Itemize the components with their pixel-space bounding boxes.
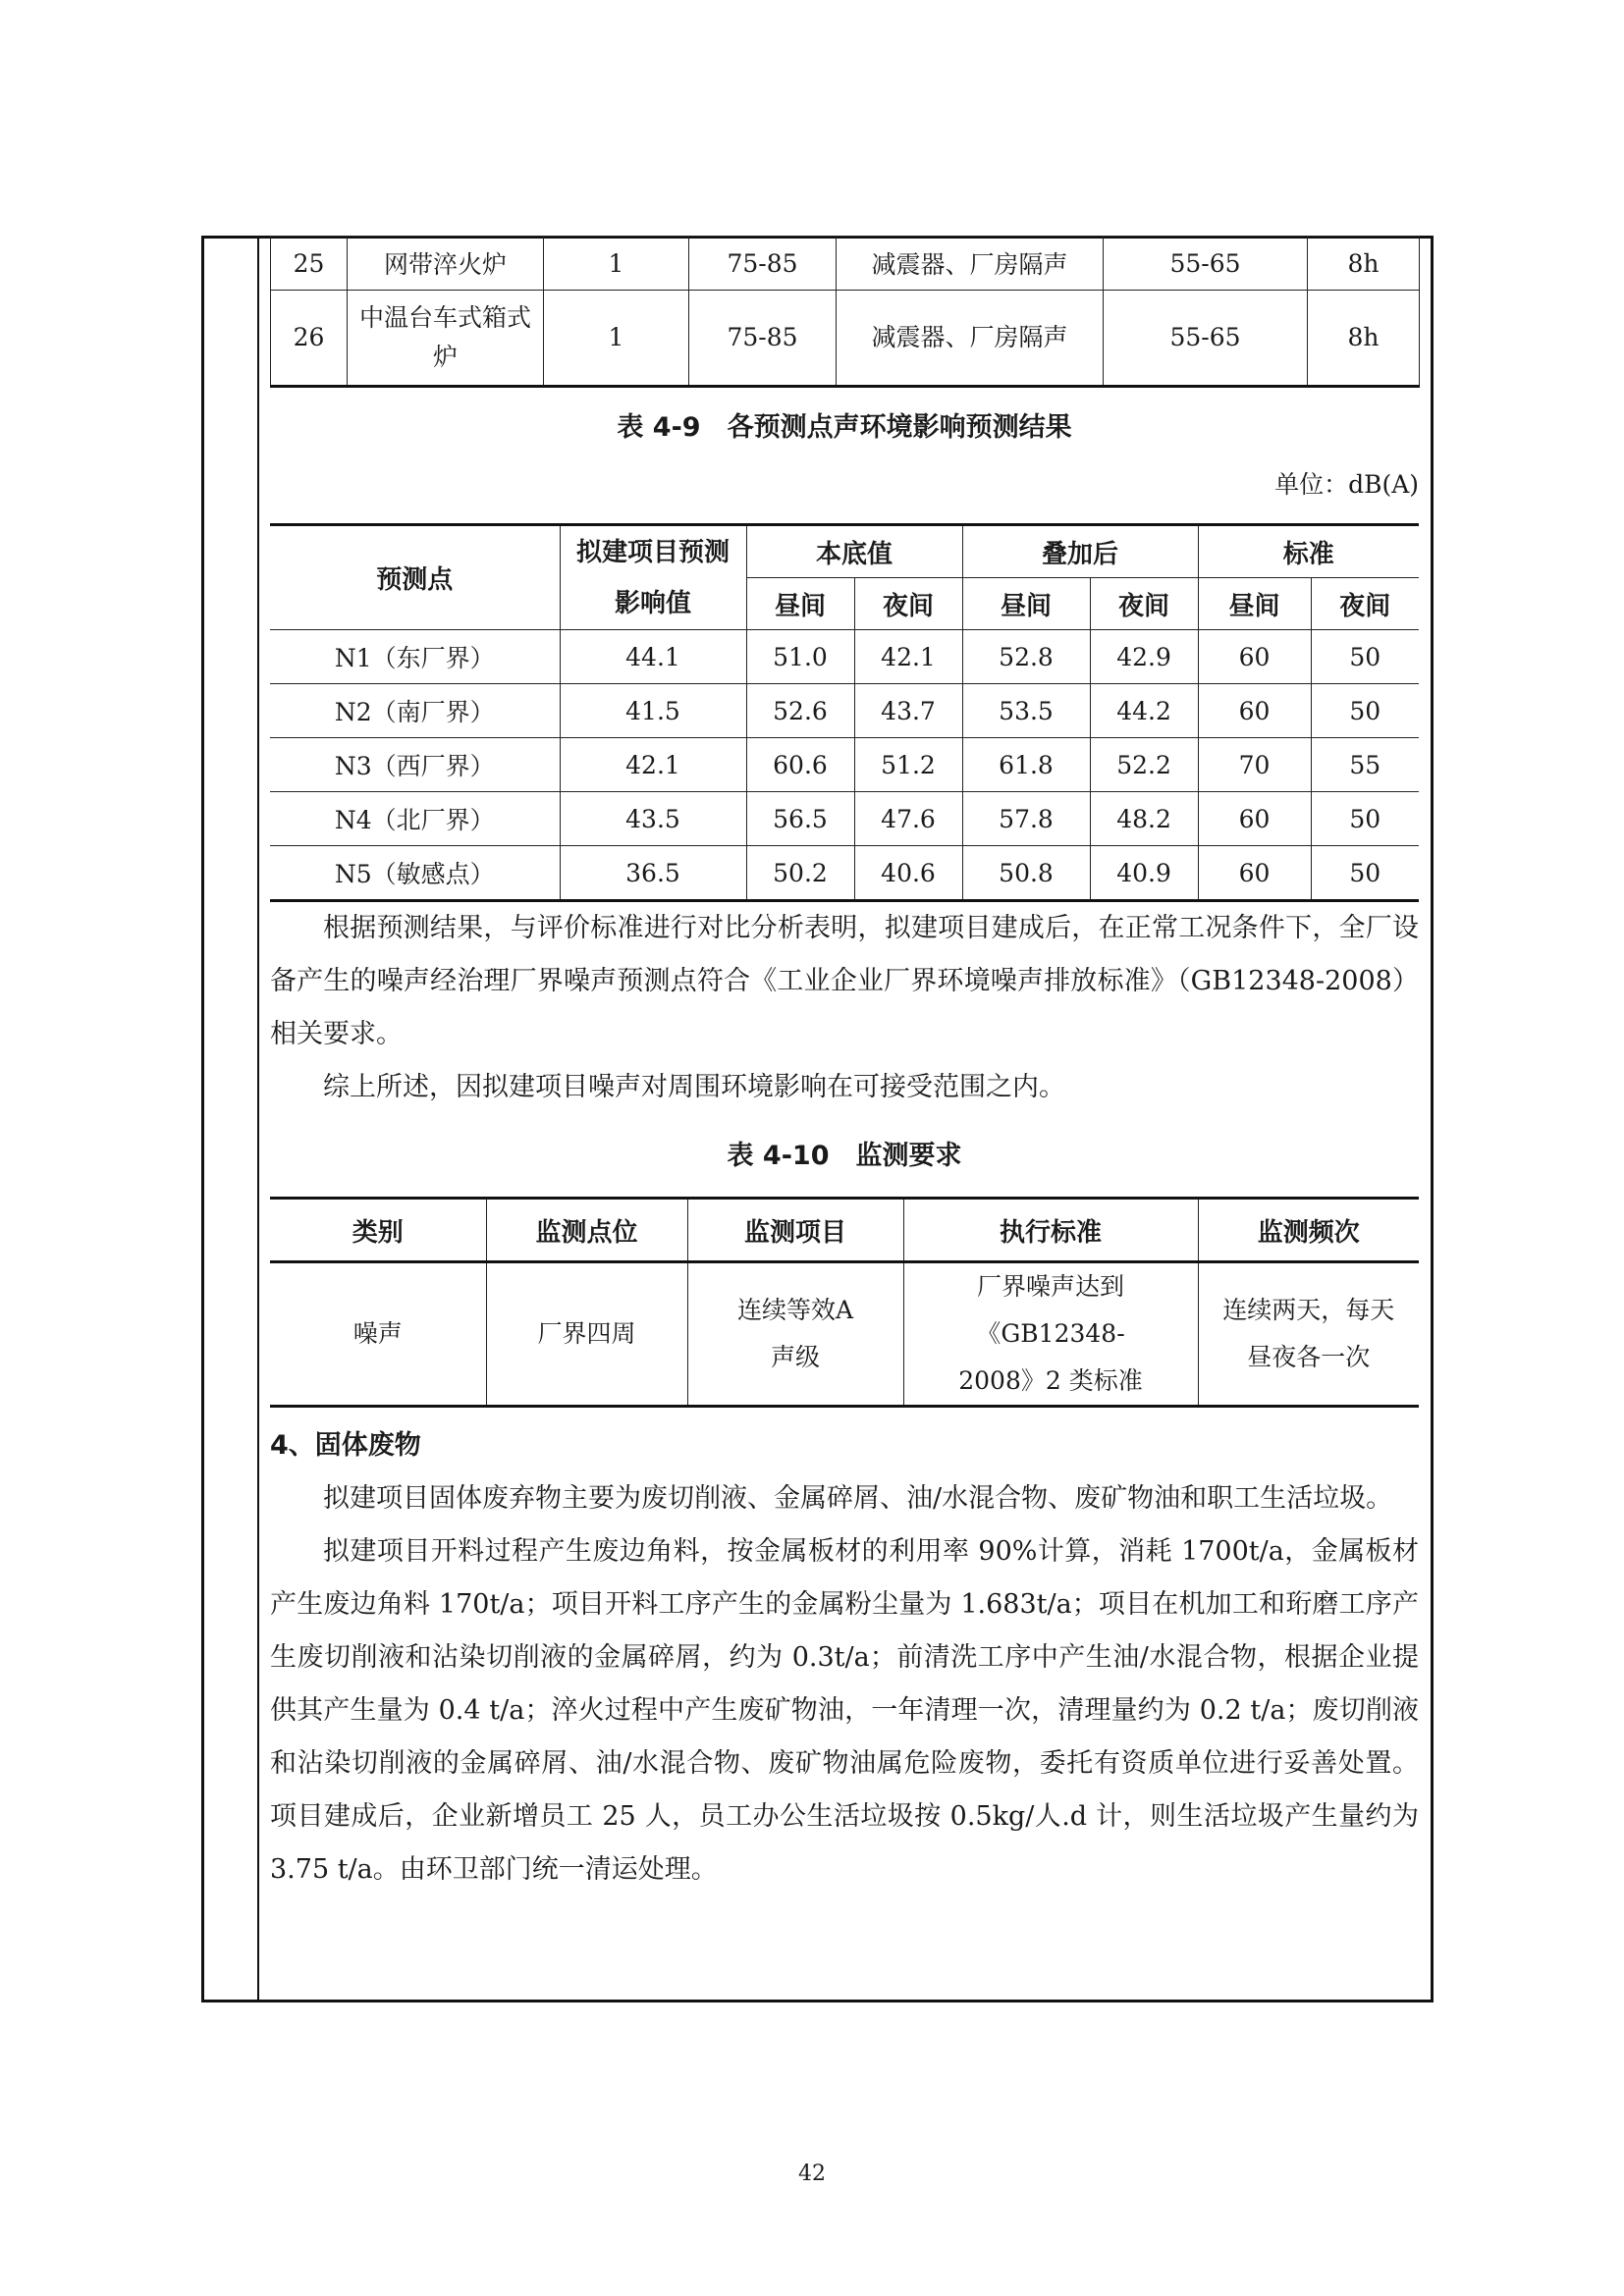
sum-night: 52.2 [1090,738,1198,792]
page-number: 42 [798,2162,826,2186]
header-superposed: 叠加后 [962,525,1198,578]
header-night: 夜间 [1090,578,1198,630]
header-item: 监测项目 [687,1199,903,1262]
table-4-9-caption: 表 4-9 各预测点声环境影响预测结果 [617,412,1072,443]
std-night: 55 [1311,738,1419,792]
summary-paragraph: 综上所述，因拟建项目噪声对周围环境影响在可接受范围之内。 [323,1072,1065,1102]
header-night: 夜间 [1311,578,1419,630]
header-day: 昼间 [962,578,1090,630]
point-name: N4（北厂界） [270,792,560,846]
item-cell: 连续等效A 声级 [687,1262,903,1407]
std-day: 60 [1198,684,1311,738]
solid-waste-intro-paragraph: 拟建项目固体废弃物主要为废切削液、金属碎屑、油/水混合物、废矿物油和职工生活垃圾。 [323,1483,1393,1514]
bg-night: 47.6 [854,792,962,846]
noise-after: 55-65 [1104,291,1308,387]
equipment-qty: 1 [544,291,689,387]
sum-day: 61.8 [962,738,1090,792]
bg-day: 51.0 [746,630,854,684]
operating-time: 8h [1308,237,1420,291]
impact-value: 41.5 [560,684,746,738]
table-row [270,684,1419,738]
std-day: 60 [1198,846,1311,901]
sum-day: 52.8 [962,630,1090,684]
table-row [270,630,1419,684]
header-row [270,1199,1419,1262]
table-4-9-unit: 单位：dB(A) [1274,470,1419,499]
noise-level: 75-85 [689,237,837,291]
impact-value: 44.1 [560,630,746,684]
header-frequency: 监测频次 [1198,1199,1419,1262]
page-content [270,236,1419,1896]
sum-night: 44.2 [1090,684,1198,738]
header-category: 类别 [270,1199,486,1262]
std-day: 70 [1198,738,1311,792]
impact-value: 36.5 [560,846,746,901]
bg-night: 42.1 [854,630,962,684]
std-night: 50 [1311,630,1419,684]
operating-time: 8h [1308,291,1420,387]
frame-inner-line [257,236,259,2002]
bg-night: 40.6 [854,846,962,901]
std-day: 60 [1198,792,1311,846]
point-name: N5（敏感点） [270,846,560,901]
header-point: 预测点 [270,525,560,630]
table-row [270,1262,1419,1407]
header-standard: 执行标准 [903,1199,1198,1262]
impact-value: 42.1 [560,738,746,792]
mitigation-measure: 减震器、厂房隔声 [837,237,1104,291]
header-night: 夜间 [854,578,962,630]
table-row [270,738,1419,792]
section-heading: 4、固体废物 [270,1430,421,1461]
noise-level: 75-85 [689,291,837,387]
equipment-qty: 1 [544,237,689,291]
table-row [270,846,1419,901]
std-night: 50 [1311,792,1419,846]
header-day: 昼间 [1198,578,1311,630]
header-row [270,525,1419,578]
equipment-table [270,236,1420,388]
equipment-name: 网带淬火炉 [348,237,544,291]
sum-day: 50.8 [962,846,1090,901]
std-night: 50 [1311,684,1419,738]
std-night: 50 [1311,846,1419,901]
point-name: N3（西厂界） [270,738,560,792]
bg-night: 51.2 [854,738,962,792]
location-cell: 厂界四周 [486,1262,687,1407]
noise-after: 55-65 [1104,237,1308,291]
bg-night: 43.7 [854,684,962,738]
point-name: N2（南厂界） [270,684,560,738]
table-4-10-caption: 表 4-10 监测要求 [727,1141,962,1171]
frequency-cell: 连续两天，每天昼夜各一次 [1198,1262,1419,1407]
bg-day: 50.2 [746,846,854,901]
row-number: 25 [271,237,348,291]
sum-night: 42.9 [1090,630,1198,684]
bg-day: 56.5 [746,792,854,846]
prediction-conclusion-paragraph: 根据预测结果，与评价标准进行对比分析表明，拟建项目建成后，在正常工况条件下，全厂设备产生的噪声经治理厂界噪声预测点符合《工业企业厂界环境噪声排放标准》（GB12348-2008）相关要求。 [270,913,1419,1049]
table-4-10 [270,1197,1419,1408]
sum-day: 53.5 [962,684,1090,738]
standard-cell: 厂界噪声达到《GB12348-2008》2 类标准 [903,1262,1198,1407]
table-row [270,792,1419,846]
header-background: 本底值 [746,525,962,578]
impact-value: 43.5 [560,792,746,846]
mitigation-measure: 减震器、厂房隔声 [837,291,1104,387]
sum-day: 57.8 [962,792,1090,846]
bg-day: 60.6 [746,738,854,792]
header-impact: 拟建项目预测影响值 [560,525,746,630]
header-standard: 标准 [1198,525,1419,578]
sum-night: 40.9 [1090,846,1198,901]
header-location: 监测点位 [486,1199,687,1262]
table-row [271,291,1420,387]
table-row [271,237,1420,291]
point-name: N1（东厂界） [270,630,560,684]
solid-waste-detail-paragraph: 拟建项目开料过程产生废边角料，按金属板材的利用率 90%计算，消耗 1700t/a，金属板材产生废边角料 170t/a；项目开料工序产生的金属粉尘量为 1.683t/a；项目在机加工和珩磨工序产生废切削液和沾染切削液的金属碎屑，约为 0.3t/a；前清洗工序中产生油/水混合物，根据企业提供其产生量为 0.4 t/a；淬火过程中产生废矿物油，一年清理一次，清理量约为 0.2 t/a；废切削液和沾染切削液的金属碎屑、油/水混合物、废矿物油属危险废物，委托有资质单位进行妥善处置。项目建成后，企业新增员工 25 人，员工办公生活垃圾按 0.5kg/人.d 计，则生活垃圾产生量约为 3.75 t/a。由环卫部门统一清运处理。 [270,1536,1419,1885]
table-4-9 [270,523,1419,902]
sum-night: 48.2 [1090,792,1198,846]
std-day: 60 [1198,630,1311,684]
row-number: 26 [271,291,348,387]
bg-day: 52.6 [746,684,854,738]
header-day: 昼间 [746,578,854,630]
equipment-name: 中温台车式箱式炉 [348,291,544,387]
category-cell: 噪声 [270,1262,486,1407]
